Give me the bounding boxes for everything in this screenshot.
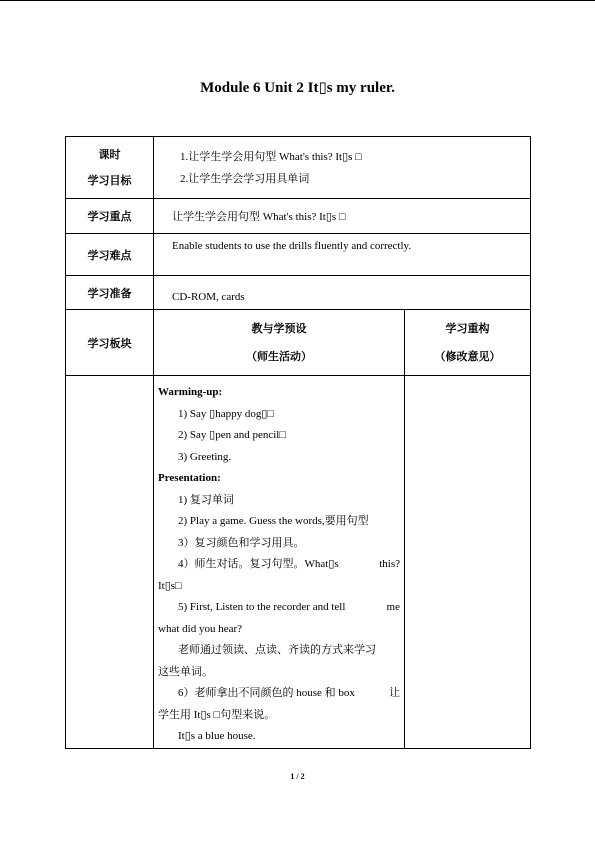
- page-title: Module 6 Unit 2 It▯s my ruler.: [200, 80, 395, 96]
- page-number: 1 / 2: [290, 772, 305, 781]
- presentation-item-4-cont: It▯s□: [158, 579, 182, 592]
- preparation-content: CD-ROM, cards: [154, 276, 531, 310]
- objectives-row: [66, 137, 531, 199]
- warmup-heading: Warming-up:: [158, 386, 223, 398]
- presentation-item-1: 1) 复习单词: [178, 493, 234, 506]
- objective-1: 1.让学生学会用句型 What's this? It▯s □: [180, 150, 362, 163]
- presentation-item-3: 3）复习颜色和学习用具。: [178, 536, 305, 549]
- warmup-item-3: 3) Greeting.: [178, 450, 232, 463]
- objective-2: 2.让学生学会学习用具单词: [180, 172, 310, 185]
- presentation-item-6: [158, 683, 400, 705]
- presentation-item-4-right: this?: [379, 558, 400, 570]
- teaching-header: [154, 310, 405, 376]
- key-points-content: 让学生学会用句型 What's this? It▯s □: [154, 199, 531, 234]
- activities-content-cell: [154, 376, 405, 749]
- module-label: 学习板块: [66, 310, 154, 376]
- presentation-item-5-left: 5) First, Listen to the recorder and tell: [178, 601, 346, 613]
- objectives-label-line1: 课时: [98, 148, 121, 161]
- key-points-row: [66, 199, 531, 234]
- presentation-item-6-line2: 学生用 It▯s □句型来说。: [158, 708, 276, 721]
- revision-header: [405, 310, 531, 376]
- presentation-item-4-left: 4）师生对话。复习句型。What▯s: [178, 558, 339, 570]
- difficulties-label: 学习难点: [66, 234, 154, 276]
- preparation-label: 学习准备: [66, 276, 154, 310]
- objectives-label-cell: [66, 137, 154, 199]
- key-points-label: 学习重点: [66, 199, 154, 234]
- presentation-item-6-line3: It▯s a blue house.: [178, 730, 256, 742]
- preparation-row: [66, 276, 531, 310]
- module-header-row: [66, 310, 531, 376]
- warmup-item-1: 1) Say ▯happy dog▯□: [178, 407, 275, 420]
- teaching-header-line1: 教与学预设: [251, 322, 307, 335]
- warmup-item-2: 2) Say ▯pen and pencil□: [178, 429, 287, 441]
- header-rule: [0, 0, 595, 1]
- difficulties-row: [66, 234, 531, 276]
- activities-row: [66, 376, 531, 749]
- revision-header-line2: （修改意见）: [434, 350, 501, 363]
- objectives-label-line2: 学习目标: [87, 174, 132, 187]
- difficulties-content: Enable students to use the drills fluently and correctly.: [154, 234, 531, 276]
- presentation-item-2: 2) Play a game. Guess the words,要用句型: [178, 515, 369, 527]
- revision-header-line1: 学习重构: [445, 322, 490, 335]
- presentation-item-5-line2: what did you hear?: [158, 622, 242, 635]
- activities-empty-cell: [66, 376, 154, 749]
- presentation-item-6-right: 让: [389, 687, 400, 699]
- presentation-item-4: [158, 554, 400, 576]
- presentation-item-5: [158, 597, 400, 619]
- objectives-content-cell: [154, 137, 531, 199]
- presentation-item-5-line3: 老师通过领读、点读、齐读的方式来学习: [178, 644, 376, 656]
- teaching-header-line2: （师生活动）: [246, 350, 312, 363]
- lesson-plan-table: [65, 136, 531, 749]
- presentation-item-5-line4: 这些单词。: [158, 665, 213, 678]
- presentation-item-6-left: 6）老师拿出不同颜色的 house 和 box: [178, 687, 355, 699]
- presentation-heading: Presentation:: [158, 472, 221, 484]
- presentation-item-5-right: me: [386, 601, 400, 613]
- revision-empty-cell: [405, 376, 531, 749]
